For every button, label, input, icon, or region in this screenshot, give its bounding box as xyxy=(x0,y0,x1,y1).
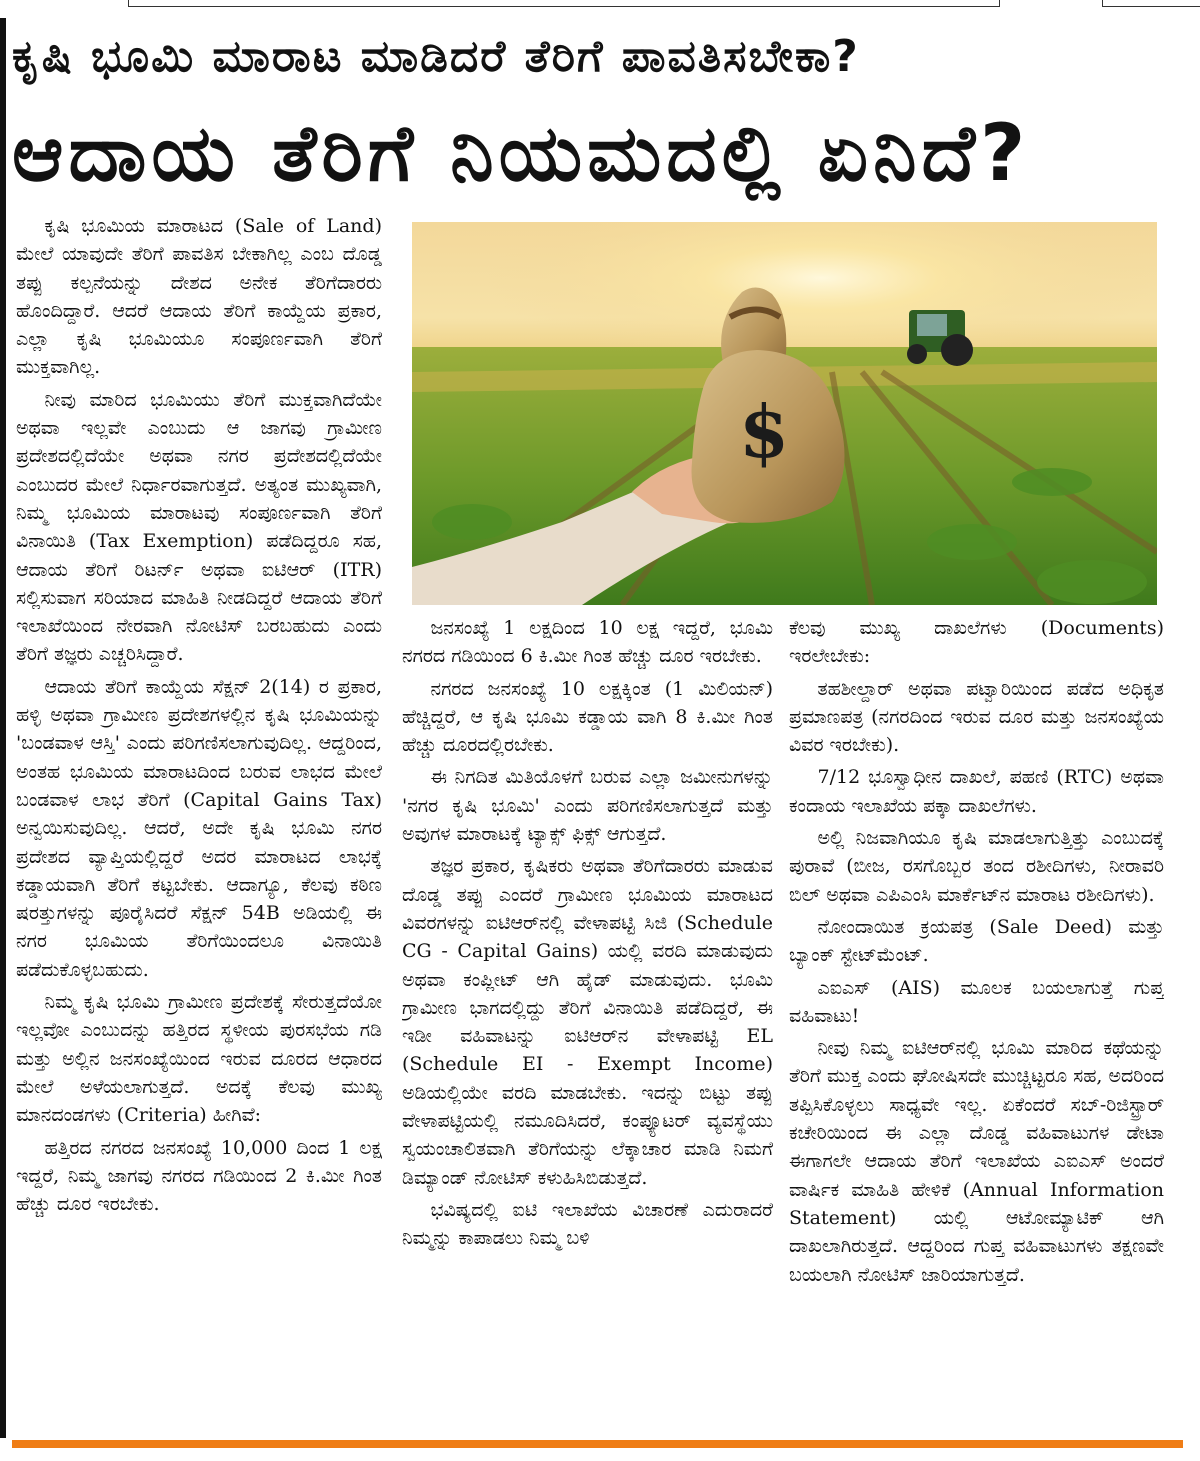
col3-para-6: ನೀವು ನಿಮ್ಮ ಐಟಿಆರ್‌ನಲ್ಲಿ ಭೂಮಿ ಮಾರಿದ ಕಥೆಯನ್ನು ತೆರಿಗೆ ಮುಕ್ತ ಎಂದು ಘೋಷಿಸದೇ ಮುಚ್ಚಿಟ್ಟರೂ ಸಹ, ಅದರಿಂದ ತಪ್ಪಿಸಿಕೊಳ್ಳಲು ಸಾಧ್ಯವೇ ಇಲ್ಲ. ಏಕೆಂದರೆ ಸಬ್-ರಿಜಿಸ್ಟ್ರಾರ್ ಕಚೇರಿಯಿಂದ ಈ ಎಲ್ಲಾ ದೊಡ್ಡ ವಹಿವಾಟುಗಳ ಡೇಟಾ ಈಗಾಗಲೇ ಆದಾಯ ತೆರಿಗೆ ಇಲಾಖೆಯ ಎಐಎಸ್ ಅಂದರೆ ವಾರ್ಷಿಕ ಮಾಹಿತಿ ಹೇಳಿಕೆ (Annual Information Statement) ಯಲ್ಲಿ ಆಟೋಮ್ಯಾಟಿಕ್ ಆಗಿ ದಾಖಲಾಗಿರುತ್ತದೆ. ಆದ್ದರಿಂದ ಗುಪ್ತ ವಹಿವಾಟುಗಳು ತಕ್ಷಣವೇ ಬಯಲಾಗಿ ನೋಟಿಸ್ ಜಾರಿಯಾಗುತ್ತದೆ. xyxy=(789,1037,1164,1286)
col3-para-3: 7/12 ಭೂಸ್ವಾಧೀನ ದಾಖಲೆ, ಪಹಣಿ (RTC) ಅಥವಾ ಕಂದಾಯ ಇಲಾಖೆಯ ಪಕ್ಕಾ ದಾಖಲೆಗಳು. xyxy=(789,766,1164,817)
col1-para-3: ಆದಾಯ ತೆರಿಗೆ ಕಾಯ್ದೆಯ ಸೆಕ್ಷನ್ 2(14) ರ ಪ್ರಕಾರ, ಹಳ್ಳಿ ಅಥವಾ ಗ್ರಾಮೀಣ ಪ್ರದೇಶಗಳಲ್ಲಿನ ಕೃಷಿ ಭೂಮಿಯನ್ನು 'ಬಂಡವಾಳ ಆಸ್ತಿ' ಎಂದು ಪರಿಗಣಿಸಲಾಗುವುದಿಲ್ಲ. ಆದ್ದರಿಂದ, ಅಂತಹ ಭೂಮಿಯ ಮಾರಾಟದಿಂದ ಬರುವ ಲಾಭದ ಮೇಲೆ ಬಂಡವಾಳ ಲಾಭ ತೆರಿಗೆ (Capital Gains Tax) ಅನ್ವಯಿಸುವುದಿಲ್ಲ. ಆದರೆ, ಅದೇ ಕೃಷಿ ಭೂಮಿ ನಗರ ಪ್ರದೇಶದ ವ್ಯಾಪ್ತಿಯಲ್ಲಿದ್ದರೆ ಅದರ ಮಾರಾಟದ ಲಾಭಕ್ಕೆ ಕಡ್ಡಾಯವಾಗಿ ತೆರಿಗೆ ಕಟ್ಟಬೇಕು. ಆದಾಗ್ಯೂ, ಕೆಲವು ಕಠಿಣ ಷರತ್ತುಗಳನ್ನು ಪೂರೈಸಿದರೆ ಸೆಕ್ಷನ್ 54B ಅಡಿಯಲ್ಲಿ ಈ ನಗರ ಭೂಮಿಯ ತೆರಿಗೆಯಿಂದಲೂ ವಿನಾಯಿತಿ ಪಡೆದುಕೊಳ್ಳಬಹುದು. xyxy=(16,675,382,981)
article-photo xyxy=(412,222,1157,605)
dollar-sign-icon: $ xyxy=(738,389,790,474)
footer-cut-text xyxy=(40,1450,540,1461)
masthead-box-edge xyxy=(128,0,1000,7)
col2-para-1: ಜನಸಂಖ್ಯೆ 1 ಲಕ್ಷದಿಂದ 10 ಲಕ್ಷ ಇದ್ದರೆ, ಭೂಮಿ ನಗರದ ಗಡಿಯಿಂದ 6 ಕಿ.ಮೀ ಗಿಂತ ಹೆಚ್ಚು ದೂರ ಇರಬೇಕು. xyxy=(402,617,773,668)
farm-money-bag-illustration xyxy=(412,222,1157,605)
headline-line-2: ಆದಾಯ ತೆರಿಗೆ ನಿಯಮದಲ್ಲಿ ಏನಿದೆ? xyxy=(12,109,1031,199)
article-column-1 xyxy=(16,212,382,1422)
col1-para-2: ನೀವು ಮಾರಿದ ಭೂಮಿಯು ತೆರಿಗೆ ಮುಕ್ತವಾಗಿದೆಯೇ ಅಥವಾ ಇಲ್ಲವೇ ಎಂಬುದು ಆ ಜಾಗವು ಗ್ರಾಮೀಣ ಪ್ರದೇಶದಲ್ಲಿದೆಯೇ ಅಥವಾ ನಗರ ಪ್ರದೇಶದಲ್ಲಿದೆಯೇ ಎಂಬುದರ ಮೇಲೆ ನಿರ್ಧಾರವಾಗುತ್ತದೆ. ಅತ್ಯಂತ ಮುಖ್ಯವಾಗಿ, ನಿಮ್ಮ ಭೂಮಿಯ ಮಾರಾಟವು ಸಂಪೂರ್ಣವಾಗಿ ತೆರಿಗೆ ವಿನಾಯಿತಿ (Tax Exemption) ಪಡೆದಿದ್ದರೂ ಸಹ, ಆದಾಯ ತೆರಿಗೆ ರಿಟರ್ನ್ ಅಥವಾ ಐಟಿಆರ್ (ITR) ಸಲ್ಲಿಸುವಾಗ ಸರಿಯಾದ ಮಾಹಿತಿ ನೀಡದಿದ್ದರೆ ಆದಾಯ ತೆರಿಗೆ ಇಲಾಖೆಯಿಂದ ನೇರವಾಗಿ ನೋಟಿಸ್ ಬರಬಹುದು ಎಂದು ತೆರಿಗೆ ತಜ್ಞರು ಎಚ್ಚರಿಸಿದ್ದಾರೆ. xyxy=(16,388,382,666)
col1-para-5: ಹತ್ತಿರದ ನಗರದ ಜನಸಂಖ್ಯೆ 10,000 ದಿಂದ 1 ಲಕ್ಷ ಇದ್ದರೆ, ನಿಮ್ಮ ಜಾಗವು ನಗರದ ಗಡಿಯಿಂದ 2 ಕಿ.ಮೀ ಗಿಂತ ಹೆಚ್ಚು ದೂರ ಇರಬೇಕು. xyxy=(16,1136,382,1216)
col2-para-5: ಭವಿಷ್ಯದಲ್ಲಿ ಐಟಿ ಇಲಾಖೆಯ ವಿಚಾರಣೆ ಎದುರಾದರೆ ನಿಮ್ಮನ್ನು ಕಾಪಾಡಲು ನಿಮ್ಮ ಬಳಿ xyxy=(402,1198,773,1250)
col2-para-4: ತಜ್ಞರ ಪ್ರಕಾರ, ಕೃಷಿಕರು ಅಥವಾ ತೆರಿಗೆದಾರರು ಮಾಡುವ ದೊಡ್ಡ ತಪ್ಪು ಎಂದರೆ ಗ್ರಾಮೀಣ ಭೂಮಿಯ ಮಾರಾಟದ ವಿವರಗಳನ್ನು ಐಟಿಆರ್‌ನಲ್ಲಿ ವೇಳಾಪಟ್ಟಿ ಸಿಜಿ (Schedule CG - Capital Gains) ಯಲ್ಲಿ ವರದಿ ಮಾಡುವುದು ಅಥವಾ ಕಂಪ್ಲೀಟ್ ಆಗಿ ಹೈಡ್ ಮಾಡುವುದು. ಭೂಮಿ ಗ್ರಾಮೀಣ ಭಾಗದಲ್ಲಿದ್ದು ತೆರಿಗೆ ವಿನಾಯಿತಿ ಪಡೆದಿದ್ದರೆ, ಈ ಇಡೀ ವಹಿವಾಟನ್ನು ಐಟಿಆರ್‌ನ ವೇಳಾಪಟ್ಟಿ EL (Schedule EI - Exempt Income) ಅಡಿಯಲ್ಲಿಯೇ ವರದಿ ಮಾಡಬೇಕು. ಇದನ್ನು ಬಿಟ್ಟು ತಪ್ಪು ವೇಳಾಪಟ್ಟಿಯಲ್ಲಿ ನಮೂದಿಸಿದರೆ, ಕಂಪ್ಯೂಟರ್ ವ್ಯವಸ್ಥೆಯು ಸ್ವಯಂಚಾಲಿತವಾಗಿ ತೆರಿಗೆಯನ್ನು ಲೆಕ್ಕಾಚಾರ ಮಾಡಿ ನಿಮಗೆ ಡಿಮ್ಯಾಂಡ್ ನೋಟಿಸ್ ಕಳುಹಿಸಿಬಿಡುತ್ತದೆ. xyxy=(402,855,773,1189)
col2-para-3: ಈ ನಿಗದಿತ ಮಿತಿಯೊಳಗೆ ಬರುವ ಎಲ್ಲಾ ಜಮೀನುಗಳನ್ನು 'ನಗರ ಕೃಷಿ ಭೂಮಿ' ಎಂದು ಪರಿಗಣಿಸಲಾಗುತ್ತದೆ ಮತ್ತು ಅವುಗಳ ಮಾರಾಟಕ್ಕೆ ಟ್ಯಾಕ್ಸ್ ಫಿಕ್ಸ್ ಆಗುತ್ತದೆ. xyxy=(402,766,773,846)
corner-box-edge xyxy=(1102,0,1200,7)
col3-para-1: ಕೆಲವು ಮುಖ್ಯ ದಾಖಲೆಗಳು (Documents) ಇರಲೇಬೇಕು: xyxy=(789,617,1164,668)
article-column-3 xyxy=(789,614,1164,1422)
col1-para-1: ಕೃಷಿ ಭೂಮಿಯ ಮಾರಾಟದ (Sale of Land) ಮೇಲೆ ಯಾವುದೇ ತೆರಿಗೆ ಪಾವತಿಸ ಬೇಕಾಗಿಲ್ಲ ಎಂಬ ದೊಡ್ಡ ತಪ್ಪು ಕಲ್ಪನೆಯನ್ನು ದೇಶದ ಅನೇಕ ತೆರಿಗೆದಾರರು ಹೊಂದಿದ್ದಾರೆ. ಆದರೆ ಆದಾಯ ತೆರಿಗೆ ಕಾಯ್ದೆಯ ಪ್ರಕಾರ, ಎಲ್ಲಾ ಕೃಷಿ ಭೂಮಿಯೂ ಸಂಪೂರ್ಣವಾಗಿ ತೆರಿಗೆ ಮುಕ್ತವಾಗಿಲ್ಲ. xyxy=(16,215,382,379)
col3-para-5: ನೋಂದಾಯಿತ ಕ್ರಯಪತ್ರ (Sale Deed) ಮತ್ತು ಬ್ಯಾಂಕ್ ಸ್ಟೇಟ್‌ಮೆಂಟ್. xyxy=(789,915,1164,967)
col2-para-2: ನಗರದ ಜನಸಂಖ್ಯೆ 10 ಲಕ್ಷಕ್ಕಿಂತ (1 ಮಿಲಿಯನ್) ಹೆಚ್ಚಿದ್ದರೆ, ಆ ಕೃಷಿ ಭೂಮಿ ಕಡ್ಡಾಯ ವಾಗಿ 8 ಕಿ.ಮೀ ಗಿಂತ ಹೆಚ್ಚು ದೂರದಲ್ಲಿರಬೇಕು. xyxy=(402,677,773,757)
col3-para-4: ಅಲ್ಲಿ ನಿಜವಾಗಿಯೂ ಕೃಷಿ ಮಾಡಲಾಗುತ್ತಿತ್ತು ಎಂಬುದಕ್ಕೆ ಪುರಾವೆ (ಬೀಜ, ರಸಗೊಬ್ಬರ ತಂದ ರಶೀದಿಗಳು, ನೀರಾವರಿ ಬಿಲ್ ಅಥವಾ ಎಪಿಎಂಸಿ ಮಾರ್ಕೆಟ್‌ನ ಮಾರಾಟ ರಶೀದಿಗಳು). xyxy=(789,827,1164,906)
article-column-2 xyxy=(402,614,773,1422)
col3-para-2: ತಹಶೀಲ್ದಾರ್ ಅಥವಾ ಪಟ್ವಾರಿಯಿಂದ ಪಡೆದ ಅಧಿಕೃತ ಪ್ರಮಾಣಪತ್ರ (ನಗರದಿಂದ ಇರುವ ದೂರ ಮತ್ತು ಜನಸಂಖ್ಯೆಯ ವಿವರ ಇರಬೇಕು). xyxy=(789,677,1164,757)
left-margin-bar xyxy=(0,18,6,1438)
headline-line-1: ಕೃಷಿ ಭೂಮಿ ಮಾರಾಟ ಮಾಡಿದರೆ ತೆರಿಗೆ ಪಾವತಿಸಬೇಕಾ? xyxy=(12,31,860,82)
col3-subheading: ಎಐಎಸ್ (AIS) ಮೂಲಕ ಬಯಲಾಗುತ್ತೆ ಗುಪ್ತ ವಹಿವಾಟು! xyxy=(789,976,1164,1027)
col1-para-4: ನಿಮ್ಮ ಕೃಷಿ ಭೂಮಿ ಗ್ರಾಮೀಣ ಪ್ರದೇಶಕ್ಕೆ ಸೇರುತ್ತದೆಯೋ ಇಲ್ಲವೋ ಎಂಬುದನ್ನು ಹತ್ತಿರದ ಸ್ಥಳೀಯ ಪುರಸಭೆಯ ಗಡಿ ಮತ್ತು ಅಲ್ಲಿನ ಜನಸಂಖ್ಯೆಯಿಂದ ಇರುವ ದೂರದ ಆಧಾರದ ಮೇಲೆ ಅಳೆಯಲಾಗುತ್ತದೆ. ಅದಕ್ಕೆ ಕೆಲವು ಮುಖ್ಯ ಮಾನದಂಡಗಳು (Criteria) ಹೀಗಿವೆ: xyxy=(16,991,382,1127)
bottom-accent-rule xyxy=(12,1440,1183,1448)
top-page-strip xyxy=(0,0,1200,10)
